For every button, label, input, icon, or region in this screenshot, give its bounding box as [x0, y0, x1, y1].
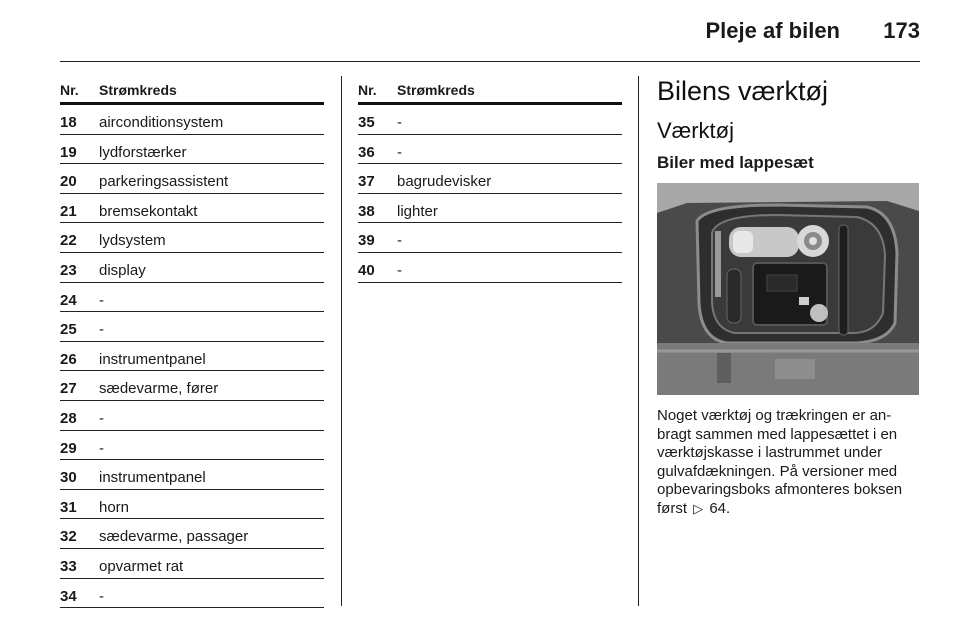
fuse-number: 18 — [60, 114, 77, 131]
table-row — [358, 194, 622, 224]
fuse-number: 24 — [60, 291, 77, 309]
fuse-number: 33 — [60, 557, 77, 575]
circuit-name: sædevarme, fører — [99, 380, 219, 398]
fuse-number: 25 — [60, 321, 77, 339]
fuse-number: 32 — [60, 528, 77, 546]
table-row — [60, 460, 324, 490]
arrow-ref-icon: ▷ — [693, 500, 704, 516]
circuit-name: - — [99, 587, 104, 605]
page-number: 173 — [883, 18, 920, 43]
circuit-name: lydforstærker — [99, 143, 187, 161]
table-row — [60, 194, 324, 224]
fuse-table-left — [60, 80, 324, 608]
fuse-number: 28 — [60, 409, 77, 427]
fuse-number: 27 — [60, 380, 77, 398]
table-row — [60, 490, 324, 520]
table-row — [60, 223, 324, 253]
fuse-number: 34 — [60, 587, 77, 605]
table-row — [358, 253, 622, 283]
circuit-name: - — [99, 439, 104, 457]
column-divider — [638, 76, 639, 606]
circuit-name: - — [397, 143, 402, 161]
circuit-name: opvarmet rat — [99, 557, 184, 575]
circuit-name: sædevarme, passager — [99, 528, 249, 546]
section-body-text — [657, 407, 925, 518]
section-subheading: Værktøj — [657, 118, 734, 143]
fuse-number: 21 — [60, 202, 77, 220]
table-row — [60, 519, 324, 549]
table-row — [60, 312, 324, 342]
circuit-name: airconditionsystem — [99, 114, 224, 131]
fuse-number: 20 — [60, 173, 77, 191]
fuse-number: 29 — [60, 439, 77, 457]
column-header-nr: Nr. — [60, 82, 79, 98]
section-heading: Bilens værktøj — [657, 76, 829, 106]
table-row — [60, 401, 324, 431]
circuit-name: parkeringsassistent — [99, 173, 229, 191]
fuse-table-right — [358, 80, 622, 283]
table-row — [60, 431, 324, 461]
fuse-number: 35 — [358, 114, 375, 131]
fuse-number: 31 — [60, 498, 77, 516]
body-paragraph: Noget værktøj og trækringen er an-bragt sammen med lappesættet i en værktøjskasse i lastrummet under gulvafdækningen. På versioner med opbevaringsboks afmonteres boksen først — [657, 407, 903, 517]
fuse-number: 36 — [358, 143, 375, 161]
circuit-name: - — [99, 409, 104, 427]
table-row — [358, 105, 622, 135]
fuse-number: 19 — [60, 143, 77, 161]
fuse-number: 40 — [358, 261, 375, 279]
page-reference[interactable]: 64. — [709, 499, 731, 517]
fuse-number: 37 — [358, 173, 375, 191]
column-header-nr: Nr. — [358, 82, 377, 98]
page-header — [0, 0, 960, 62]
table-row — [358, 223, 622, 253]
fuse-number: 22 — [60, 232, 77, 250]
circuit-name: - — [99, 321, 104, 339]
circuit-name: bremsekontakt — [99, 202, 198, 220]
circuit-name: instrumentpanel — [99, 469, 206, 487]
table-row — [60, 164, 324, 194]
circuit-name: - — [397, 114, 402, 131]
table-row — [358, 164, 622, 194]
circuit-name: instrumentpanel — [99, 350, 206, 368]
header-divider — [60, 61, 920, 62]
circuit-name: - — [397, 232, 402, 250]
table-header — [60, 80, 324, 105]
circuit-name: horn — [99, 498, 130, 516]
fuse-number: 38 — [358, 202, 375, 220]
fuse-number: 23 — [60, 261, 77, 279]
circuit-name: bagrudevisker — [397, 173, 492, 191]
column-divider — [341, 76, 342, 606]
table-row — [60, 135, 324, 165]
fuse-number: 30 — [60, 469, 77, 487]
circuit-name: lydsystem — [99, 232, 166, 250]
table-row — [358, 135, 622, 165]
table-row — [60, 342, 324, 372]
page-title: Pleje af bilen — [705, 18, 840, 43]
circuit-name: - — [99, 291, 104, 309]
fuse-number: 39 — [358, 232, 375, 250]
table-row — [60, 105, 324, 135]
fuse-number: 26 — [60, 350, 77, 368]
table-row — [60, 283, 324, 313]
circuit-name: - — [397, 261, 402, 279]
table-row — [60, 549, 324, 579]
column-header-circuit: Strømkreds — [397, 82, 475, 98]
table-row — [60, 579, 324, 609]
table-header — [358, 80, 622, 105]
section-subsubheading: Biler med lappesæt — [657, 153, 814, 172]
tool-kit-photo — [657, 183, 919, 395]
circuit-name: display — [99, 261, 146, 279]
column-header-circuit: Strømkreds — [99, 82, 177, 98]
table-row — [60, 371, 324, 401]
table-row — [60, 253, 324, 283]
circuit-name: lighter — [397, 202, 438, 220]
